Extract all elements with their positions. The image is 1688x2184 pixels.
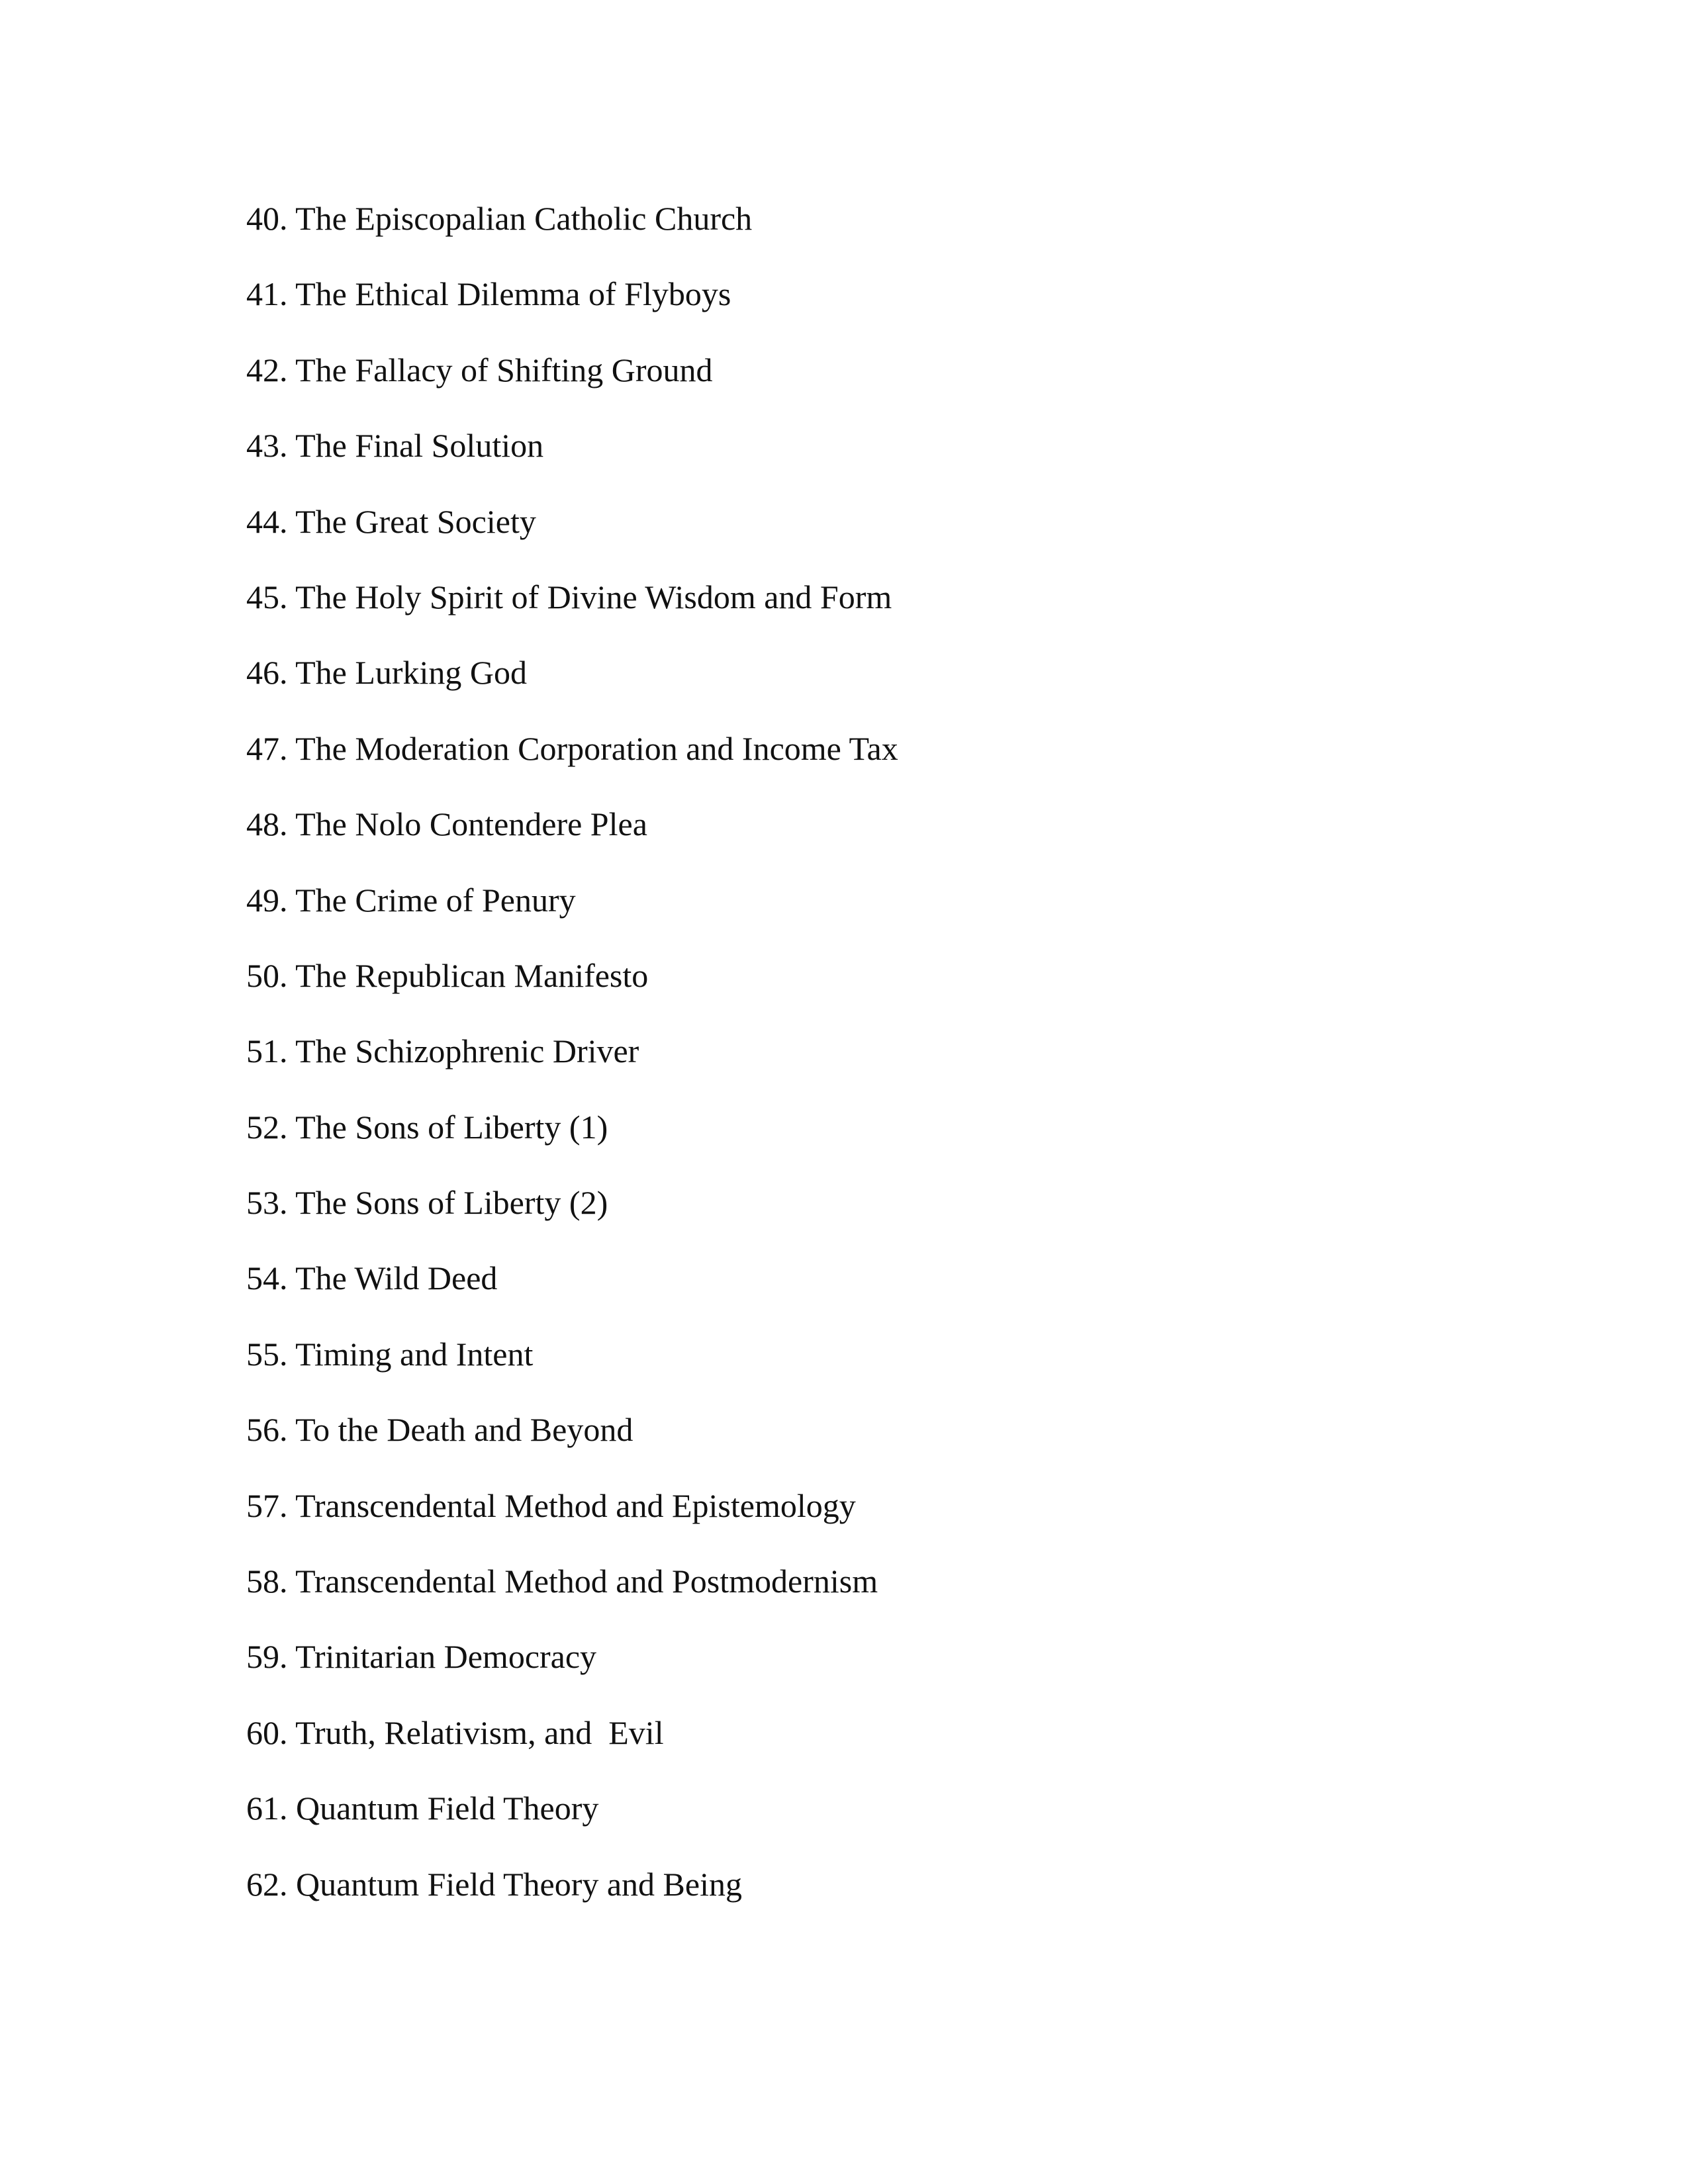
toc-entry-57: 57. Transcendental Method and Epistemology xyxy=(246,1486,856,1524)
toc-entry-56: 56. To the Death and Beyond xyxy=(246,1411,633,1449)
toc-entry-42: 42. The Fallacy of Shifting Ground xyxy=(246,351,713,388)
toc-entry-47: 47. The Moderation Corporation and Income Tax xyxy=(246,729,898,767)
toc-entry-55: 55. Timing and Intent xyxy=(246,1335,534,1373)
toc-entry-51: 51. The Schizophrenic Driver xyxy=(246,1032,639,1070)
toc-entry-52: 52. The Sons of Liberty (1) xyxy=(246,1108,608,1146)
toc-entry-49: 49. The Crime of Penury xyxy=(246,881,576,919)
toc-entry-54: 54. The Wild Deed xyxy=(246,1259,498,1297)
toc-entry-44: 44. The Great Society xyxy=(246,502,536,540)
toc-entry-41: 41. The Ethical Dilemma of Flyboys xyxy=(246,275,731,313)
toc-entry-48: 48. The Nolo Contendere Plea xyxy=(246,805,647,843)
table-of-contents-list xyxy=(246,192,1504,1933)
toc-entry-58: 58. Transcendental Method and Postmodernism xyxy=(246,1563,878,1600)
toc-entry-53: 53. The Sons of Liberty (2) xyxy=(246,1184,608,1222)
toc-entry-62: 62. Quantum Field Theory and Being xyxy=(246,1865,742,1903)
toc-entry-59: 59. Trinitarian Democracy xyxy=(246,1638,597,1676)
toc-entry-43: 43. The Final Solution xyxy=(246,427,544,465)
toc-entry-61: 61. Quantum Field Theory xyxy=(246,1790,599,1827)
toc-entry-46: 46. The Lurking God xyxy=(246,654,528,692)
toc-entry-45: 45. The Holy Spirit of Divine Wisdom and Form xyxy=(246,578,892,615)
toc-entry-60: 60. Truth, Relativism, and Evil xyxy=(246,1713,664,1751)
toc-entry-40: 40. The Episcopalian Catholic Church xyxy=(246,200,753,237)
toc-entry-50: 50. The Republican Manifesto xyxy=(246,956,649,994)
